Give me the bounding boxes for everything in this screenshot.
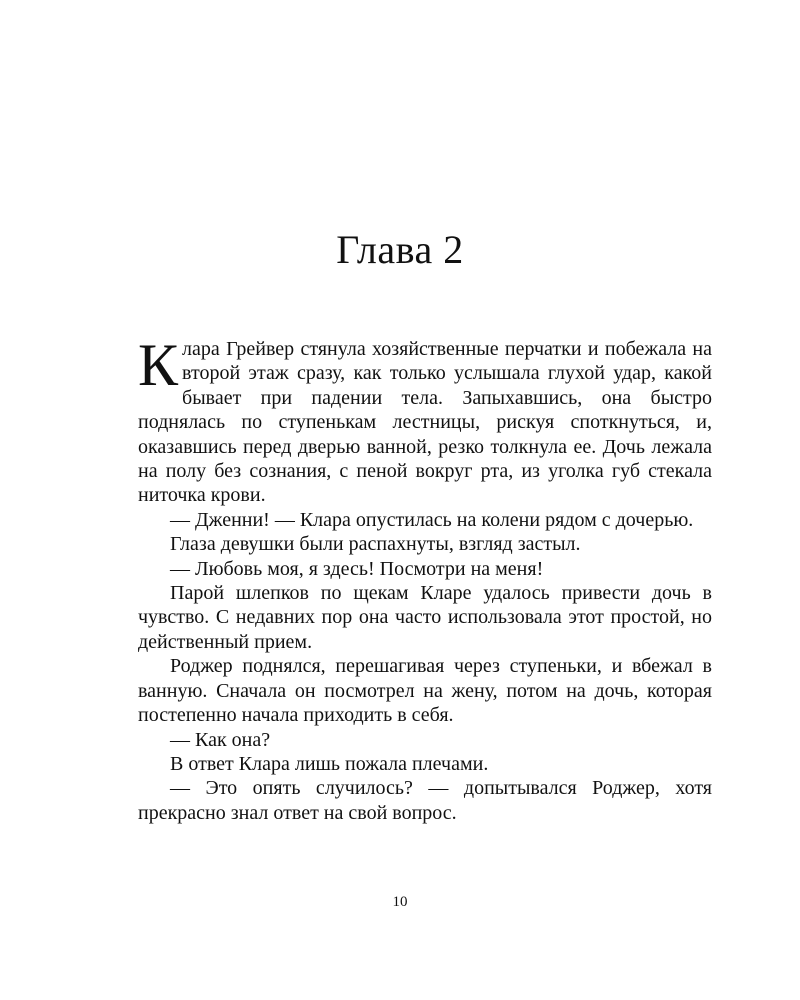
paragraph-7: — Как она? [170,728,271,751]
paragraph-1-text: лара Грейвер стянула хозяйственные перчатки и побежала на второй этаж сразу, как только услышала глухой удар, какой бывает при падении тела. Запыхавшись, она быстро поднялась по ступенькам лестницы, рискуя споткнуться, и, оказавшись перед дверью ванной, резко толкнула ее. Дочь лежала на полу без сознания, с пеной вокруг рта, из уголка губ стекала ниточка крови. [138,338,712,507]
paragraph-2: — Дженни! — Клара опустилась на колени рядом с дочерью. [170,508,694,531]
page-number: 10 [392,894,408,910]
paragraph-5: Парой шлепков по щекам Кларе удалось привести дочь в чувство. С недавних пор она часто использовала этот простой, но действенный прием. [138,582,712,653]
drop-cap: К [138,332,179,398]
paragraph-8: В ответ Клара лишь пожала плечами. [170,752,489,775]
paragraph-4: — Любовь моя, я здесь! Посмотри на меня! [170,557,544,580]
paragraph-1 [138,332,712,508]
paragraph-6: Роджер поднялся, перешагивая через ступеньки, и вбежал в ванную. Сначала он посмотрел на жену, потом на дочь, которая постепенно начала приходить в себя. [138,655,712,727]
chapter-body [138,332,712,825]
paragraph-3: Глаза девушки были распахнуты, взгляд застыл. [170,533,581,556]
paragraph-9: — Это опять случилось? — допытывался Роджер, хотя прекрасно знал ответ на свой вопрос. [138,777,712,824]
chapter-title: Глава 2 [336,227,464,272]
